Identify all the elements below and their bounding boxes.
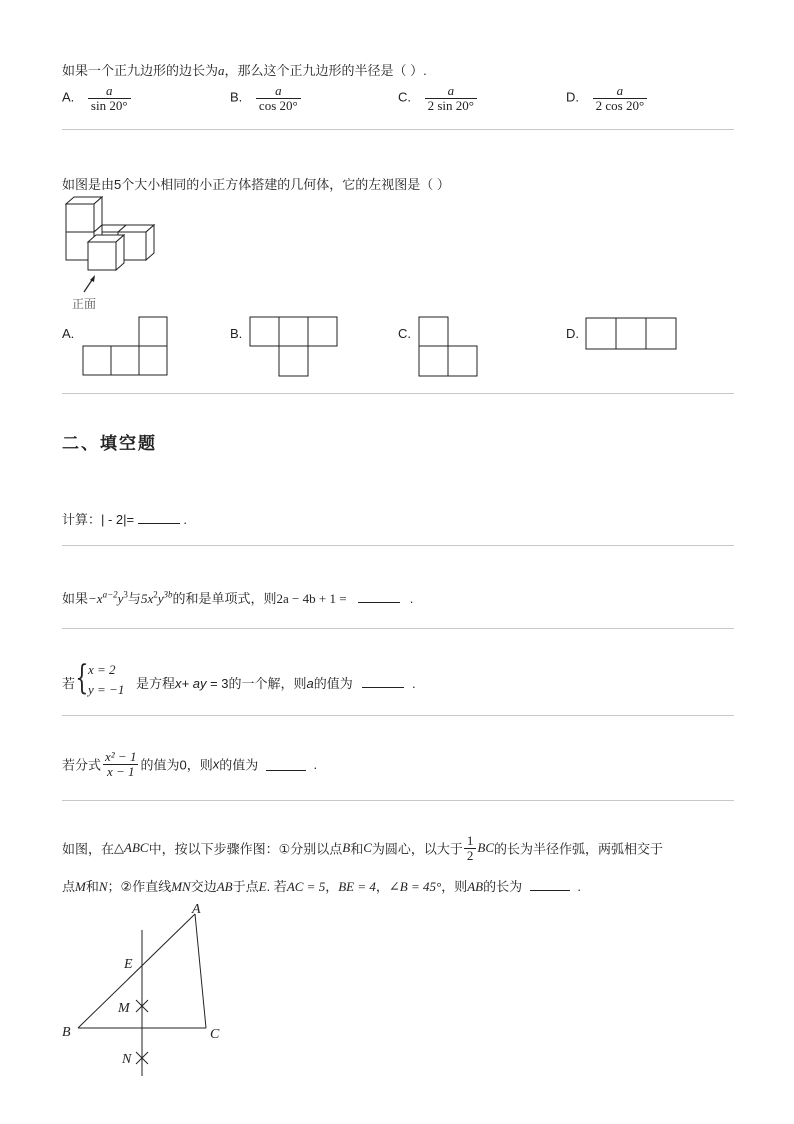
point-n-label: N (122, 1052, 132, 1067)
q2-option-c-figure[interactable] (418, 316, 480, 378)
brace: { (75, 658, 89, 698)
answer-blank[interactable] (266, 758, 306, 771)
q1-option-b[interactable]: B. $\frac{a}{\cos 20^\circ}$ (230, 84, 301, 112)
answer-blank[interactable] (138, 511, 180, 524)
q1-option-c[interactable]: C. $\frac{a}{2 \sin 20^\circ}$ (398, 84, 477, 112)
point-m-label: M (118, 1001, 130, 1016)
vertex-a-label: A (192, 902, 201, 917)
answer-blank[interactable] (530, 878, 570, 891)
q2-option-b-figure[interactable] (249, 316, 341, 378)
front-label: 正面 (72, 297, 97, 311)
q7-line1: 如图，在△ABC中，按以下步骤作图：①分别以点B和C为圆心，以大于 $\frac{1}{2}$ BC的长为半径作弧，两弧相交于 (62, 833, 664, 863)
q1-option-d[interactable]: D. $\frac{a}{2 \cos 20^\circ}$ (566, 84, 647, 112)
divider (62, 715, 734, 716)
q2-option-a-label[interactable]: A. (62, 326, 75, 341)
vertex-c-label: C (210, 1027, 220, 1042)
divider (62, 393, 734, 394)
q3: 计算：| - 2|= . (62, 512, 187, 527)
q2-option-a-figure[interactable] (82, 316, 170, 378)
divider (62, 129, 734, 130)
divider (62, 628, 734, 629)
q2-stem: 如图是由5个大小相同的小正方体搭建的几何体，它的左视图是（ ） (62, 177, 450, 192)
answer-blank[interactable] (362, 675, 404, 688)
vertex-b-label: B (62, 1025, 71, 1040)
q4: 如果$-x^{a-2}y^3$与$5x^2y^{3b}$的和是单项式，则2a − 4b + 1 = . (62, 589, 414, 606)
q7-triangle-figure (58, 898, 238, 1082)
answer-blank[interactable] (358, 590, 400, 603)
q6: 若分式 $\frac{\text{x² − 1}}{x - 1}$ 的值为0，则x的值为 . (62, 749, 318, 779)
q2-option-c-label[interactable]: C. (398, 326, 411, 341)
q1-option-a[interactable]: A. $\frac{a}{\sin 20^\circ}$ (62, 84, 131, 112)
section-heading: 二、填空题 (62, 434, 157, 454)
q2-option-d-label[interactable]: D. (566, 326, 579, 341)
point-e-label: E (124, 957, 133, 972)
q2-option-b-label[interactable]: B. (230, 326, 243, 341)
q7-line2: 点M和N；②作直线MN交边AB于点E. 若AC = 5，BE = 4，∠B = 45°，则AB的长为 . (62, 879, 581, 894)
q1-stem: 如果一个正九边形的边长为a，那么这个正九边形的半径是（ ）. (62, 63, 427, 78)
divider (62, 545, 734, 546)
divider (62, 800, 734, 801)
q2-option-d-figure[interactable] (585, 316, 679, 352)
